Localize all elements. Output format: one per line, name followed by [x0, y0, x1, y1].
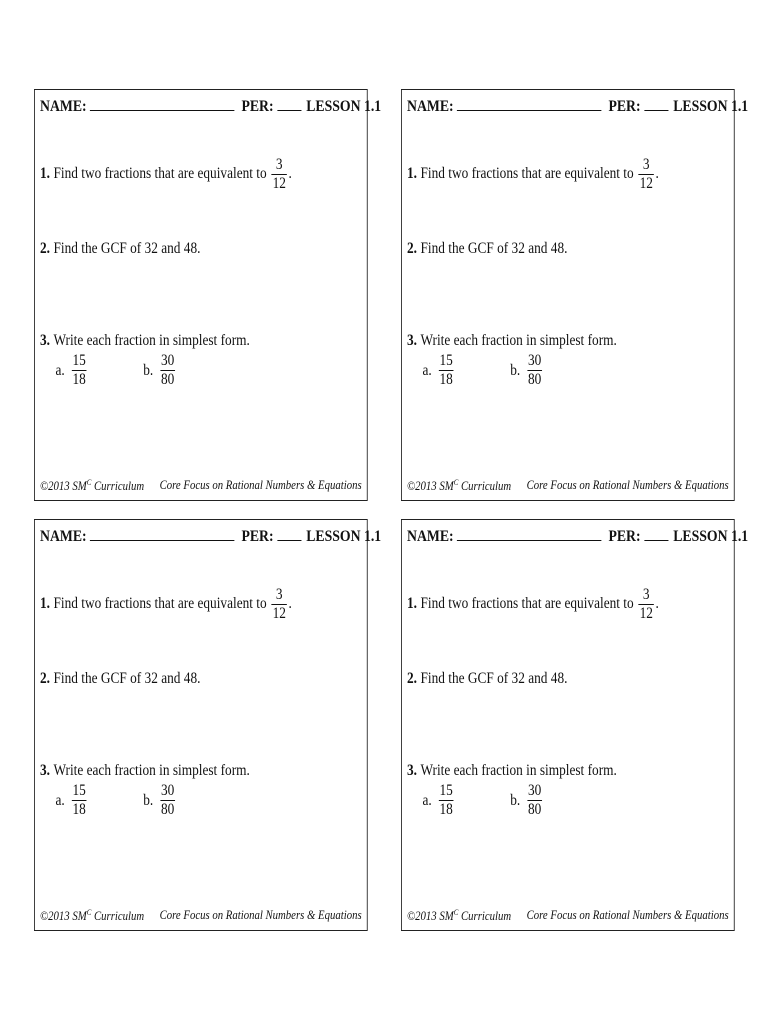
question-2: [40, 670, 200, 688]
card-footer: [407, 478, 729, 494]
lesson-card: [34, 519, 382, 931]
period-mark: .: [655, 595, 659, 613]
copyright-sup: C: [453, 478, 459, 487]
copyright-suffix: Curriculum: [458, 479, 512, 494]
numerator: 3: [639, 156, 654, 175]
copyright-prefix: ©2013 SM: [407, 479, 454, 494]
question-text: Find two fractions that are equivalent to: [53, 165, 267, 183]
question-number: 3.: [40, 332, 51, 349]
fraction: [527, 782, 542, 819]
lesson-title: LESSON 1.1: [306, 98, 382, 115]
fraction: [72, 782, 87, 819]
question-1: [40, 156, 292, 193]
question-text: Write each fraction in simplest form.: [420, 762, 617, 779]
part-label: a.: [422, 791, 432, 809]
card-header: [407, 526, 749, 546]
numerator: 15: [72, 352, 86, 369]
copyright: [40, 909, 144, 923]
denominator: 80: [160, 801, 175, 818]
part-b: [510, 782, 544, 819]
copyright-suffix: Curriculum: [458, 909, 512, 924]
fraction: [272, 156, 287, 193]
part-b: [143, 782, 177, 819]
question-text: Write each fraction in simplest form.: [53, 332, 250, 349]
question-text: Find two fractions that are equivalent to: [53, 595, 267, 613]
denominator: 18: [439, 371, 453, 388]
question-2: [40, 240, 200, 258]
card-footer: [407, 908, 729, 924]
fraction: [639, 156, 654, 193]
part-label: b.: [510, 791, 521, 809]
numerator: 3: [272, 156, 287, 175]
copyright: [407, 479, 511, 493]
part-label: b.: [143, 791, 154, 809]
question-3: [407, 762, 617, 780]
period-field[interactable]: [644, 526, 668, 541]
part-b: [143, 352, 177, 389]
fraction: [72, 352, 87, 389]
question-number: 1.: [40, 165, 51, 183]
part-label: b.: [143, 361, 154, 379]
fraction: [272, 586, 287, 623]
part-label: a.: [55, 361, 65, 379]
denominator: 80: [527, 371, 542, 388]
denominator: 80: [527, 801, 542, 818]
question-2: [407, 670, 567, 688]
name-label: NAME:: [40, 98, 87, 115]
period-label: PER:: [608, 528, 641, 545]
numerator: 15: [439, 782, 453, 799]
part-b: [510, 352, 544, 389]
card-header: [40, 526, 382, 546]
denominator: 12: [272, 175, 286, 192]
card-footer: [40, 478, 362, 494]
numerator: 30: [527, 782, 542, 799]
fraction: [160, 782, 175, 819]
copyright: [40, 479, 144, 493]
question-3: [407, 332, 617, 350]
question-number: 1.: [407, 165, 418, 183]
numerator: 30: [160, 782, 175, 799]
question-text: Find the GCF of 32 and 48.: [53, 240, 201, 257]
lesson-title: LESSON 1.1: [673, 528, 749, 545]
copyright-suffix: Curriculum: [91, 479, 145, 494]
course-title: Core Focus on Rational Numbers & Equations: [159, 908, 362, 922]
denominator: 18: [439, 801, 453, 818]
lesson-card: [34, 89, 382, 501]
period-field[interactable]: [644, 96, 668, 111]
fraction: [160, 352, 175, 389]
question-number: 1.: [40, 595, 51, 613]
part-a: [56, 782, 89, 819]
period-label: PER:: [241, 98, 274, 115]
question-number: 3.: [40, 762, 51, 779]
question-1: [40, 586, 292, 623]
numerator: 30: [527, 352, 542, 369]
name-field[interactable]: [90, 96, 234, 111]
copyright-sup: C: [86, 478, 92, 487]
card-footer: [40, 908, 362, 924]
question-3: [40, 762, 250, 780]
numerator: 15: [72, 782, 86, 799]
denominator: 12: [639, 175, 653, 192]
numerator: 30: [160, 352, 175, 369]
period-field[interactable]: [277, 96, 301, 111]
fraction: [639, 586, 654, 623]
fraction: [439, 352, 454, 389]
card-header: [40, 96, 382, 116]
question-text: Find the GCF of 32 and 48.: [420, 240, 568, 257]
period-label: PER:: [608, 98, 641, 115]
period-mark: .: [288, 595, 292, 613]
course-title: Core Focus on Rational Numbers & Equations: [526, 478, 729, 492]
copyright-prefix: ©2013 SM: [40, 479, 87, 494]
period-label: PER:: [241, 528, 274, 545]
denominator: 12: [639, 605, 653, 622]
course-title: Core Focus on Rational Numbers & Equations: [159, 478, 362, 492]
question-3: [40, 332, 250, 350]
denominator: 18: [72, 371, 86, 388]
lesson-card: [401, 519, 749, 931]
question-text: Write each fraction in simplest form.: [53, 762, 250, 779]
name-label: NAME:: [407, 528, 454, 545]
copyright-suffix: Curriculum: [91, 909, 145, 924]
name-label: NAME:: [407, 98, 454, 115]
question-text: Write each fraction in simplest form.: [420, 332, 617, 349]
period-field[interactable]: [277, 526, 301, 541]
lesson-title: LESSON 1.1: [673, 98, 749, 115]
copyright-prefix: ©2013 SM: [407, 909, 454, 924]
numerator: 15: [439, 352, 453, 369]
denominator: 80: [160, 371, 175, 388]
fraction: [439, 782, 454, 819]
question-number: 2.: [407, 240, 418, 257]
lesson-title: LESSON 1.1: [306, 528, 382, 545]
period-mark: .: [288, 165, 292, 183]
part-label: a.: [422, 361, 432, 379]
question-number: 2.: [40, 240, 51, 257]
name-field[interactable]: [457, 96, 601, 111]
question-text: Find the GCF of 32 and 48.: [420, 670, 568, 687]
question-number: 3.: [407, 332, 418, 349]
question-1: [407, 586, 659, 623]
question-text: Find the GCF of 32 and 48.: [53, 670, 201, 687]
copyright-sup: C: [86, 908, 92, 917]
numerator: 3: [639, 586, 654, 605]
copyright: [407, 909, 511, 923]
part-a: [56, 352, 89, 389]
part-label: b.: [510, 361, 521, 379]
copyright-sup: C: [453, 908, 459, 917]
numerator: 3: [272, 586, 287, 605]
name-label: NAME:: [40, 528, 87, 545]
part-a: [423, 782, 456, 819]
lesson-card: [401, 89, 749, 501]
question-number: 2.: [40, 670, 51, 687]
period-mark: .: [655, 165, 659, 183]
copyright-prefix: ©2013 SM: [40, 909, 87, 924]
question-1: [407, 156, 659, 193]
question-text: Find two fractions that are equivalent to: [420, 595, 634, 613]
question-number: 3.: [407, 762, 418, 779]
part-a: [423, 352, 456, 389]
question-number: 1.: [407, 595, 418, 613]
denominator: 18: [72, 801, 86, 818]
name-field[interactable]: [90, 526, 234, 541]
denominator: 12: [272, 605, 286, 622]
name-field[interactable]: [457, 526, 601, 541]
card-header: [407, 96, 749, 116]
question-2: [407, 240, 567, 258]
course-title: Core Focus on Rational Numbers & Equations: [526, 908, 729, 922]
part-label: a.: [55, 791, 65, 809]
question-number: 2.: [407, 670, 418, 687]
question-text: Find two fractions that are equivalent to: [420, 165, 634, 183]
fraction: [527, 352, 542, 389]
